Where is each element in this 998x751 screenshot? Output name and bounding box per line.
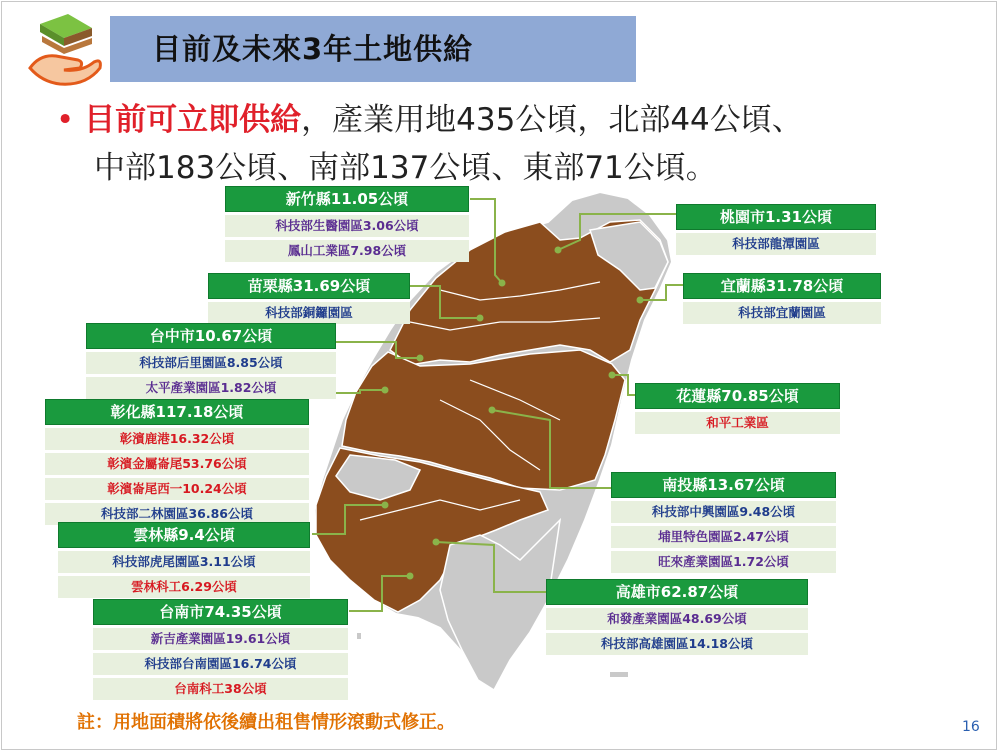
region-title: 新竹縣11.05公頃 <box>225 186 469 212</box>
region-box-changhua <box>45 399 309 525</box>
island-2 <box>610 672 628 677</box>
page-title: 目前及未來3年土地供給 <box>152 32 474 66</box>
region-item: 科技部宜蘭園區 <box>683 302 881 324</box>
region-item: 科技部生醫園區3.06公頃 <box>225 215 469 237</box>
gray-county-3 <box>440 520 560 690</box>
region-box-kaohsiung <box>546 579 808 655</box>
region-item: 彰濱金屬崙尾53.76公頃 <box>45 453 309 475</box>
region-item: 雲林科工6.29公頃 <box>58 576 310 598</box>
page-number: 16 <box>962 719 980 735</box>
region-item: 太平產業園區1.82公頃 <box>86 377 336 399</box>
region-title: 高雄市62.87公頃 <box>546 579 808 605</box>
region-box-nantou <box>611 472 836 573</box>
region-box-hsinchu <box>225 186 469 262</box>
region-box-yunlin <box>58 522 310 598</box>
region-title: 雲林縣9.4公頃 <box>58 522 310 548</box>
bullet-text-1: ，產業用地435公頃，北部44公頃、 <box>301 102 803 138</box>
region-item: 埔里特色園區2.47公頃 <box>611 526 836 548</box>
highlight-text: 目前可立即供給 <box>84 102 302 138</box>
footnote: 註：用地面積將依後續出租售情形滾動式修正。 <box>77 712 455 733</box>
region-title: 桃園市1.31公頃 <box>676 204 876 230</box>
region-box-taoyuan <box>676 204 876 255</box>
region-item: 科技部虎尾園區3.11公頃 <box>58 551 310 573</box>
region-box-hualien <box>635 383 840 434</box>
bullet-line-2: 中部183公頃、南部137公頃、東部71公頃。 <box>94 150 717 186</box>
region-item: 科技部銅鑼園區 <box>208 302 410 324</box>
region-item: 科技部高雄園區14.18公頃 <box>546 633 808 655</box>
region-title: 台南市74.35公頃 <box>93 599 348 625</box>
region-item: 科技部后里園區8.85公頃 <box>86 352 336 374</box>
region-item: 科技部中興園區9.48公頃 <box>611 501 836 523</box>
region-item: 台南科工38公頃 <box>93 678 348 700</box>
region-item: 新吉產業園區19.61公頃 <box>93 628 348 650</box>
region-item: 和平工業區 <box>635 412 840 434</box>
island-1 <box>357 633 361 639</box>
region-item: 科技部二林園區36.86公頃 <box>45 503 309 525</box>
region-item: 和發產業園區48.69公頃 <box>546 608 808 630</box>
bullet-dot: • <box>56 102 75 138</box>
region-box-tainan <box>93 599 348 700</box>
region-title: 南投縣13.67公頃 <box>611 472 836 498</box>
region-title: 宜蘭縣31.78公頃 <box>683 273 881 299</box>
region-title: 台中市10.67公頃 <box>86 323 336 349</box>
region-box-miaoli <box>208 273 410 324</box>
region-title: 苗栗縣31.69公頃 <box>208 273 410 299</box>
region-title: 花蓮縣70.85公頃 <box>635 383 840 409</box>
region-box-yilan <box>683 273 881 324</box>
region-item: 科技部台南園區16.74公頃 <box>93 653 348 675</box>
region-box-taichung <box>86 323 336 399</box>
region-title: 彰化縣117.18公頃 <box>45 399 309 425</box>
region-item: 鳳山工業區7.98公頃 <box>225 240 469 262</box>
region-item: 科技部龍潭園區 <box>676 233 876 255</box>
region-item: 彰濱崙尾西一10.24公頃 <box>45 478 309 500</box>
region-item: 旺來產業園區1.72公頃 <box>611 551 836 573</box>
region-item: 彰濱鹿港16.32公頃 <box>45 428 309 450</box>
